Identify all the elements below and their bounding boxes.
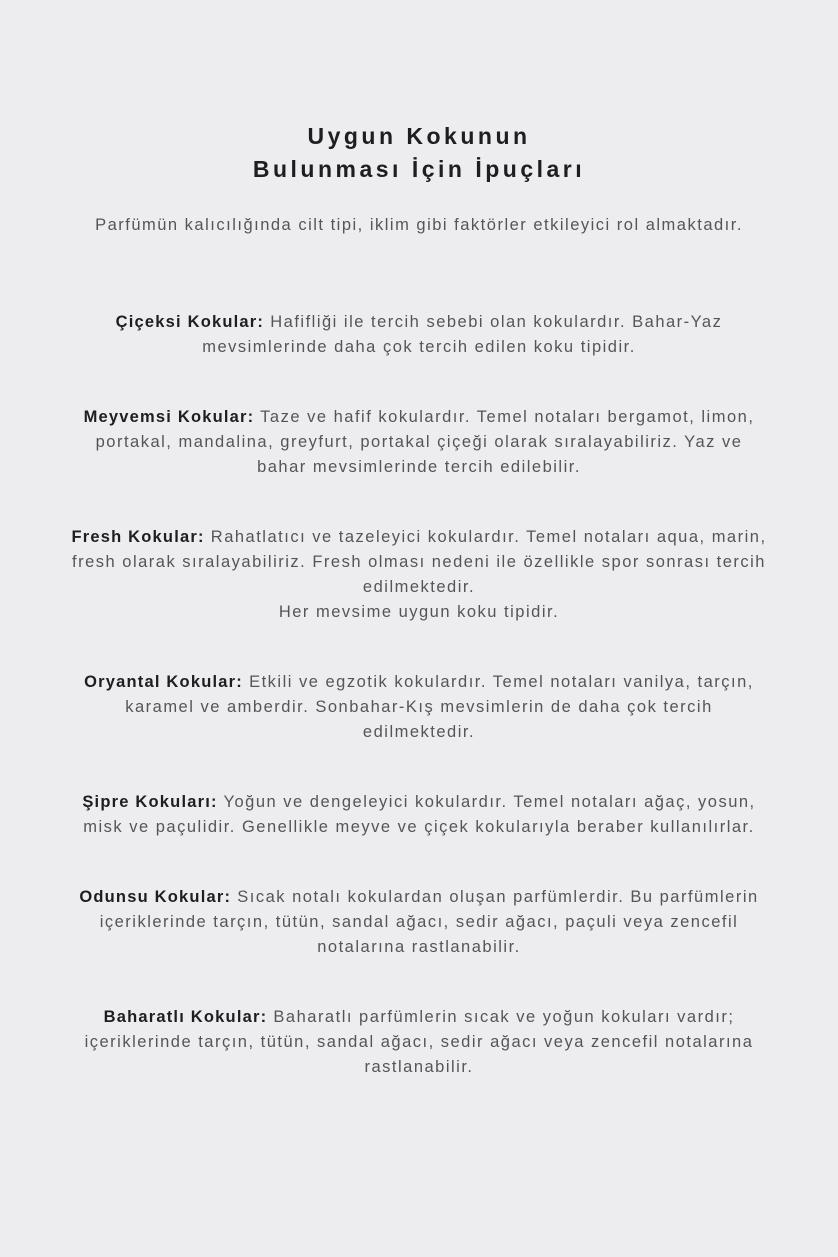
- page-title-line-2: Bulunması İçin İpuçları: [252, 156, 586, 182]
- section-sipre-label: Şipre Kokuları:: [82, 793, 218, 811]
- section-odunsu-label: Odunsu Kokular:: [79, 888, 232, 906]
- section-sipre: [69, 790, 769, 840]
- section-odunsu-text: Sıcak notalı kokulardan oluşan parfümlerdir. Bu parfümlerin içeriklerinde tarçın, tütün, sandal ağacı, sedir ağacı, paçuli veya zencefil notalarına rastlanabilir.: [99, 888, 759, 956]
- section-baharatli-text: Baharatlı parfümlerin sıcak ve yoğun kokuları vardır; içeriklerinde tarçın, tütün, sandal ağacı, sedir ağacı veya zencefil notalarına rastlanabilir.: [84, 1008, 754, 1076]
- section-oryantal-label: Oryantal Kokular:: [84, 673, 243, 691]
- page-title-line-1: Uygun Kokunun: [307, 123, 531, 149]
- section-oryantal-text: Etkili ve egzotik kokulardır. Temel notaları vanilya, tarçın, karamel ve amberdir. Sonbahar-Kış mevsimlerin de daha çok tercih edilmektedir.: [125, 673, 754, 741]
- section-odunsu: [69, 885, 769, 960]
- section-meyvemsi-text: Taze ve hafif kokulardır. Temel notaları bergamot, limon, portakal, mandalina, greyfurt, portakal çiçeği olarak sıralayabiliriz. Yaz ve bahar mevsimlerinde tercih edilebilir.: [95, 408, 755, 476]
- intro-text: Parfümün kalıcılığında cilt tipi, iklim gibi faktörler etkileyici rol almaktadır.: [95, 216, 743, 234]
- section-fresh-text: Rahatlatıcı ve tazeleyici kokulardır. Temel notaları aqua, marin, fresh olarak sıralayabiliriz. Fresh olması nedeni ile özellikle spor sonrası tercih edilmektedir.: [72, 528, 767, 596]
- section-baharatli-label: Baharatlı Kokular:: [103, 1008, 268, 1026]
- section-baharatli: [69, 1005, 769, 1080]
- section-meyvemsi-label: Meyvemsi Kokular:: [83, 408, 255, 426]
- section-ciceksi-text: Hafifliği ile tercih sebebi olan kokulardır. Bahar-Yaz mevsimlerinde daha çok tercih edilen koku tipidir.: [202, 313, 723, 356]
- sections-list: [0, 310, 838, 1080]
- section-ciceksi: [69, 310, 769, 360]
- section-ciceksi-label: Çiçeksi Kokular:: [115, 313, 265, 331]
- section-fresh-extra-line: Her mevsime uygun koku tipidir.: [278, 603, 560, 621]
- page-title: [69, 120, 769, 186]
- section-sipre-text: Yoğun ve dengeleyici kokulardır. Temel notaları ağaç, yosun, misk ve paçulidir. Genellikle meyve ve çiçek kokularıyla beraber kullanılırlar.: [83, 793, 756, 836]
- section-meyvemsi: [69, 405, 769, 480]
- section-oryantal: [69, 670, 769, 745]
- section-fresh-label: Fresh Kokular:: [71, 528, 205, 546]
- section-fresh: [69, 525, 769, 625]
